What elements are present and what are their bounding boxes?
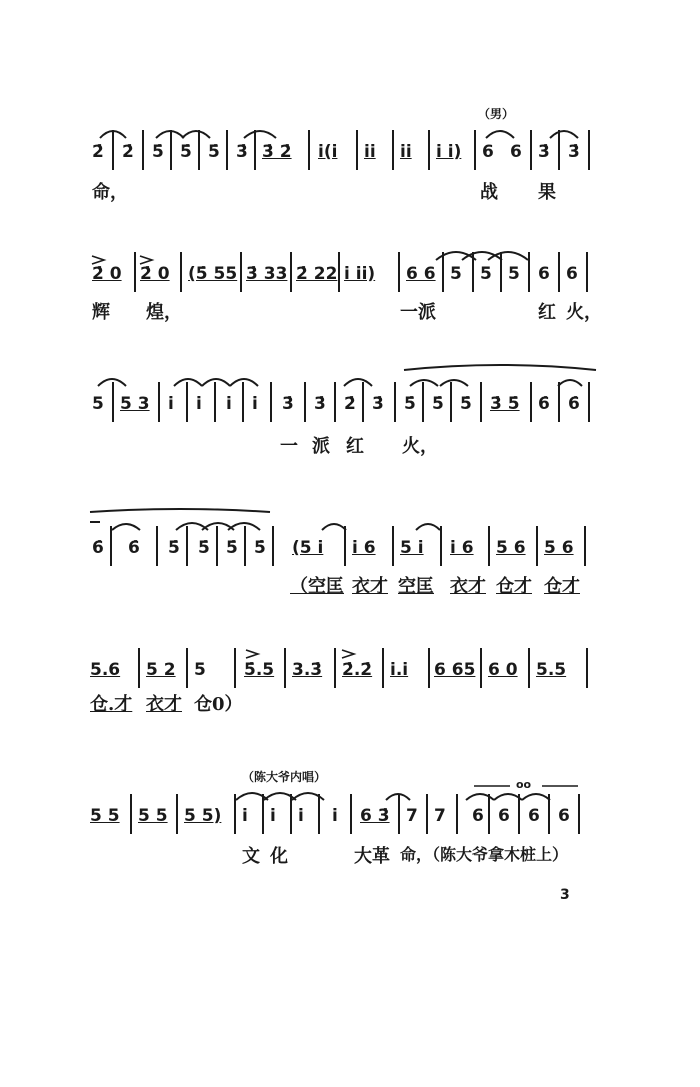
lyric: 化 [270,846,288,867]
role-label: （陈大爷内唱） [242,770,327,784]
percussion-syllable: 仓0） [194,694,243,715]
system-6 [0,760,700,870]
lyric: 文 [242,846,260,867]
lyric: 煌， [146,302,182,323]
lyric: 战 [480,182,498,203]
role-label: （男） [478,107,515,121]
percussion-line [0,690,700,718]
notation-line: 2̇ 2̇ 5̇ 5̇ 5̇ 3̇ 3̇ 2̇ i(i ii ii i i) 6 6 3̇ 3̇ [0,142,700,174]
system-3 [0,360,700,460]
lyric: 派 [312,436,330,457]
lyrics-line [0,432,700,460]
system-1 [0,100,700,210]
lyrics-line [0,842,700,870]
lyric: 果 [538,182,556,203]
lyric: 命， [92,182,128,203]
percussion-syllable: 空匡 [398,576,434,597]
system-2 [0,240,700,330]
lyrics-line [0,178,700,206]
percussion-syllable: 仓才 [496,576,532,597]
percussion-syllable: 衣才 [146,694,182,715]
lyric: 火， [566,302,602,323]
lyric: 一 [280,436,298,457]
system-4 [0,500,700,600]
lyric: 辉 [92,302,110,323]
percussion-syllable: 仓才 [544,576,580,597]
percussion-syllable: 仓.才 [90,694,133,715]
system-5 [0,640,700,720]
lyric: 大革 [354,846,390,867]
lyrics-line [0,298,700,326]
lyric: 命，（陈大爷拿木桩上） [400,845,569,864]
page-number: 3 [560,887,570,903]
percussion-syllable: 衣才 [450,576,486,597]
lyric: 红 [538,302,556,323]
notation-line: 5 5 3 i i i i 3̇ 3̇ 2̇ 3̇ 5̇ 5̇ 5̇ 3̇ 5̇ 6̇ 6̇ [0,394,700,426]
notation-line: 2̇ 0 2̇ 0 (5̇ 55 3̇ 33 2̇ 22 i ii) 6 6 5 5 5 6 6 [0,264,700,296]
notation-line: 5.6 5 2 5 5̇.5 3.3̇ 2̇.2̇ i.i 6 65 6 0 5.5 [0,660,700,692]
fermata-mark: oo [516,778,532,791]
lyric: 火， [402,436,438,457]
percussion-line [0,572,700,600]
percussion-syllable: 衣才 [352,576,388,597]
notation-line: 5 5 5 5 5 5) i i i i 6 3̇ 7 7 6 6 6 6 [0,806,700,838]
lyric: 一派 [400,302,436,323]
lyric: 红 [346,436,364,457]
notation-line: 6̇ 6̇ 5̇ 5̇ 5̇ 5̇ (5 i i 6 5 i i 6 5 6 5 6 [0,538,700,570]
percussion-syllable: （空匡 [290,576,344,597]
